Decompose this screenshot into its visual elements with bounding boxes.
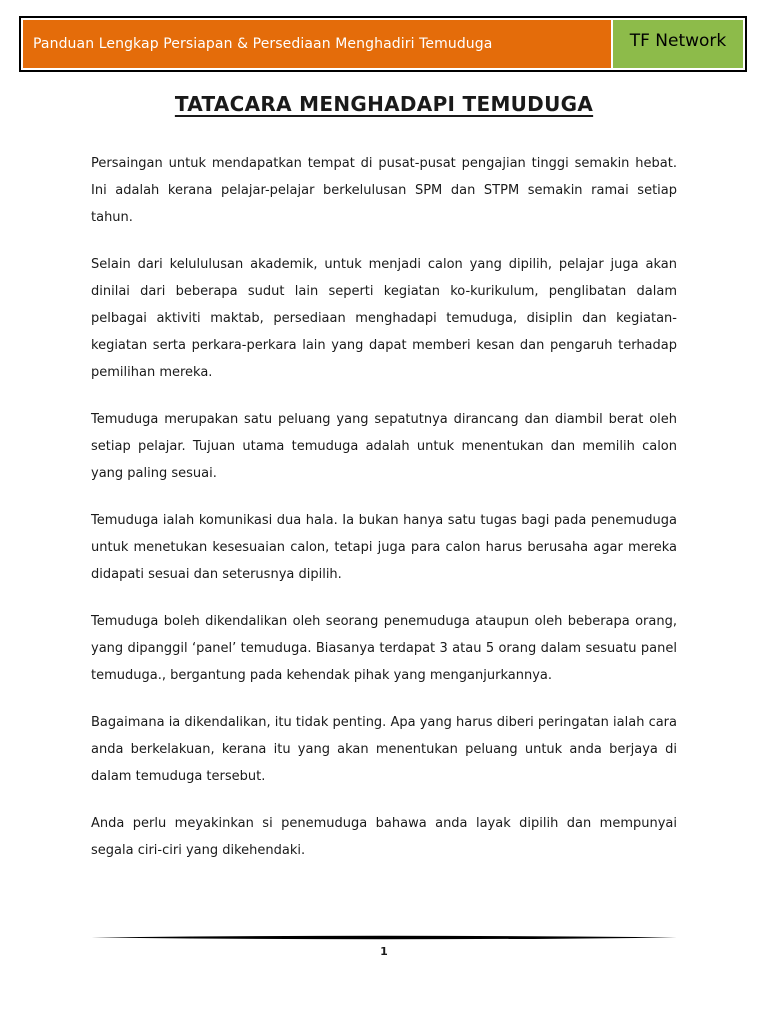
paragraph-7: Anda perlu meyakinkan si penemuduga bahawa anda layak dipilih dan mempunyai segala ciri-ciri yang dikehendaki. bbox=[91, 816, 677, 858]
document-header bbox=[19, 16, 747, 72]
page-number: 1 bbox=[380, 945, 388, 958]
paragraph-2: Selain dari kelululusan akademik, untuk menjadi calon yang dipilih, pelajar juga akan dinilai dari beberapa sudut lain seperti kegiatan ko-kurikulum, penglibatan dalam pelbagai aktiviti maktab, persediaan menghadapi temuduga, disiplin dan kegiatan-kegiatan serta perkara-perkara lain yang dapat memberi kesan dan pengaruh terhadap pemilihan mereka. bbox=[91, 257, 677, 380]
page-title: TATACARA MENGHADAPI TEMUDUGA bbox=[174, 92, 594, 116]
header-title: Panduan Lengkap Persiapan & Persediaan Menghadiri Temuduga bbox=[23, 20, 611, 68]
paragraph-1: Persaingan untuk mendapatkan tempat di pusat-pusat pengajian tinggi semakin hebat. Ini adalah kerana pelajar-pelajar berkelulusan SPM dan STPM semakin ramai setiap tahun. bbox=[91, 156, 677, 225]
paragraph-4: Temuduga ialah komunikasi dua hala. Ia bukan hanya satu tugas bagi pada penemuduga untuk menetukan kesesuaian calon, tetapi juga para calon harus berusaha agar mereka didapati sesuai dan seterusnya dipilih. bbox=[91, 513, 677, 582]
page-title-wrapper bbox=[0, 92, 768, 116]
paragraph-3: Temuduga merupakan satu peluang yang sepatutnya dirancang dan diambil berat oleh setiap pelajar. Tujuan utama temuduga adalah untuk menentukan dan memilih calon yang paling sesuai. bbox=[91, 412, 677, 481]
paragraph-5: Temuduga boleh dikendalikan oleh seorang penemuduga ataupun oleh beberapa orang, yang dipanggil ‘panel’ temuduga. Biasanya terdapat 3 atau 5 orang dalam sesuatu panel temuduga., bergantung pada kehendak pihak yang menganjurkannya. bbox=[91, 614, 677, 683]
footer-divider bbox=[91, 934, 677, 941]
document-body bbox=[91, 150, 677, 884]
header-brand-label: TF Network bbox=[613, 20, 743, 68]
paragraph-6: Bagaimana ia dikendalikan, itu tidak penting. Apa yang harus diberi peringatan ialah cara anda berkelakuan, kerana itu yang akan menentukan peluang untuk anda berjaya di dalam temuduga tersebut. bbox=[91, 715, 677, 784]
